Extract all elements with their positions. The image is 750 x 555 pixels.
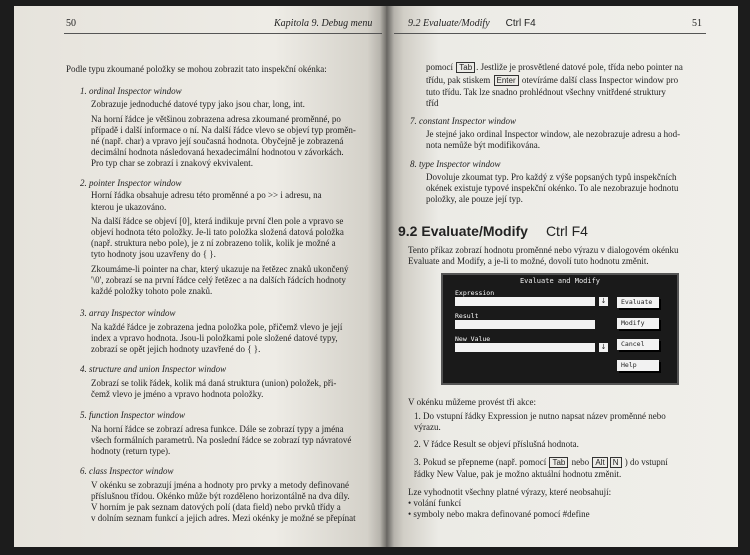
left-line: '\0', zobrazí se na první řádce celý řetězec a na dalších řádcích hodnoty xyxy=(91,275,346,285)
left-line: Zobrazuje jednoduché datové typy jako jsou char, long, int. xyxy=(91,99,305,109)
left-line: příslušnou třídou. Okénko může být rozděleno horizontálně na dva díly. xyxy=(91,491,350,501)
right-line: pomocí Tab . Jestliže je prosvětlené datové pole, třída nebo pointer na xyxy=(426,62,683,72)
left-line: čemž vlevo je jméno a vpravo hodnota položky. xyxy=(91,389,264,399)
alt-key-icon: Alt xyxy=(592,457,607,468)
left-line: Na horní řádce se zobrazí adresa funkce. Dále se zobrazí typy a jména xyxy=(91,424,344,434)
left-line: kterou je ukazováno. xyxy=(91,202,167,212)
left-line: V horním je pak seznam datových polí (data field) nebo prvků třídy a xyxy=(91,502,341,512)
left-line: zobrazí se opět jejich hodnoty uzavřené do { }. xyxy=(91,344,261,354)
left-line: Horní řádka obsahuje adresu této proměnné a po >> i adresu, na xyxy=(91,190,322,200)
left-line: objeví hodnota této položky. Je-li tato položka složená datová položka xyxy=(91,227,344,237)
left-line: Na horní řádce je většinou zobrazena adresa zkoumané proměnné, po xyxy=(91,114,341,124)
left-line: V okénku se zobrazují jména a hodnoty pro prvky a metody definované xyxy=(91,480,350,490)
section-heading: 9.2 Evaluate/Modify Ctrl F4 xyxy=(398,223,588,239)
right-header-rule xyxy=(394,33,706,34)
left-line: všech formálních parametrů. Na poslední řádce se zobrazí typ návratové xyxy=(91,435,352,445)
cancel-button[interactable]: Cancel xyxy=(617,339,659,350)
right-line: Evaluate and Modify, a je-li to možné, dovolí tuto hodnotu změnit. xyxy=(408,256,649,266)
left-line: hodnoty (return type). xyxy=(91,446,171,456)
right-line: V okénku můžeme provést tři akce: xyxy=(408,397,537,407)
right-line: nota nemůže být modifikována. xyxy=(426,140,540,150)
right-line: tuto třídu. Tak lze snadno prohlédnout všechny vnitřdené struktury xyxy=(426,87,666,97)
tab-key-icon: Tab xyxy=(549,457,568,468)
item-title: 4. structure and union Inspector window xyxy=(80,364,227,374)
new-value-input[interactable] xyxy=(455,343,595,352)
right-line: Je stejné jako ordinal Inspector window, ale nezobrazuje adresu a hod- xyxy=(426,129,681,139)
item-title: 8. type Inspector window xyxy=(410,159,501,169)
expression-label: Expression xyxy=(455,289,495,297)
left-line: Zkoumáme-li pointer na char, který ukazuje na řetězec znaků ukončený xyxy=(91,264,349,274)
result-label: Result xyxy=(455,312,479,320)
right-line: tříd xyxy=(426,98,439,108)
book-gutter xyxy=(380,6,394,547)
tab-key-icon: Tab xyxy=(456,62,475,73)
expression-history-arrow-icon[interactable]: ↓ xyxy=(600,297,607,305)
bullet-line: • volání funkcí xyxy=(408,498,462,508)
result-field xyxy=(455,320,595,329)
left-line: Podle typu zkoumané položky se mohou zobrazit tato inspekční okénka: xyxy=(66,64,327,74)
right-line: Lze vyhodnotit všechny platné výrazy, které neobsahují: xyxy=(408,487,612,497)
new-value-label: New Value xyxy=(455,335,491,343)
action-line: 1. Do vstupní řádky Expression je nutno napsat název proměnné nebo xyxy=(414,411,666,421)
action-line: 3. Pokud se přepneme (např. pomocí Tab nebo Alt N ) do vstupní xyxy=(414,457,668,467)
left-line: Zobrazí se tolik řádek, kolik má daná struktura (union) položek, při- xyxy=(91,378,337,388)
right-line: Tento příkaz zobrazí hodnotu proměnné nebo výrazu v dialogovém okénku xyxy=(408,245,679,255)
right-line: Dovoluje zkoumat typ. Pro každý z výše popsaných typů inspekčních xyxy=(426,172,677,182)
left-page xyxy=(14,6,386,547)
left-line: případě i další informace o ní. Na další řádce vlevo se objeví typ proměn- xyxy=(91,125,356,135)
action-line: výrazu. xyxy=(414,422,441,432)
dialog-title: Evaluate and Modify xyxy=(519,277,601,285)
help-button[interactable]: Help xyxy=(617,360,659,371)
left-line: index a vpravo hodnota. Jsou-li položkami pole složené datové typy, xyxy=(91,333,338,343)
left-line: Na každé řádce je zobrazena jedna položka pole, přičemž vlevo je její xyxy=(91,322,343,332)
item-title: 6. class Inspector window xyxy=(80,466,174,476)
modify-button[interactable]: Modify xyxy=(617,318,659,329)
right-line: položky, ale pouze její typ. xyxy=(426,194,523,204)
right-line: okének existuje typové inspekční okénko. To ale nezobrazuje hodnotu xyxy=(426,183,679,193)
item-title: 1. ordinal Inspector window xyxy=(80,86,182,96)
n-key-icon: N xyxy=(610,457,622,468)
left-line: né (např. char) a vpravo její současná hodnota. Obyčejně je zobrazená xyxy=(91,136,344,146)
evaluate-button[interactable]: Evaluate xyxy=(617,297,659,308)
enter-key-icon: Enter xyxy=(494,75,519,86)
left-line: (např. struktura nebo pole), je z ní zobrazeno tolik, kolik je možné a xyxy=(91,238,336,248)
right-page-number: 51 xyxy=(692,18,702,29)
left-running-head: Kapitola 9. Debug menu xyxy=(274,18,373,29)
item-title: 3. array Inspector window xyxy=(80,308,176,318)
right-line: třídu, pak stiskem Enter otevíráme další class Inspector window pro xyxy=(426,75,679,85)
right-running-head: 9.2 Evaluate/Modify Ctrl F4 xyxy=(408,18,536,29)
item-title: 5. function Inspector window xyxy=(80,410,185,420)
expression-input[interactable] xyxy=(455,297,595,306)
left-line: Na další řádce se objeví [0], která indikuje první člen pole a vpravo se xyxy=(91,216,344,226)
right-page xyxy=(386,6,738,547)
left-line: každé položky tohoto pole znaků. xyxy=(91,286,213,296)
evaluate-modify-dialog xyxy=(441,273,679,385)
item-title: 7. constant Inspector window xyxy=(410,116,516,126)
left-line: v dolním seznam funkcí a jejich adres. Mezi okénky je možné se přepínat xyxy=(91,513,356,523)
left-line: Pro typ char se zobrazí i znakový ekvivalent. xyxy=(91,158,253,168)
action-line: 2. V řádce Result se objeví příslušná hodnota. xyxy=(414,439,579,449)
new-value-history-arrow-icon[interactable]: ↓ xyxy=(600,343,607,351)
item-title: 2. pointer Inspector window xyxy=(80,178,182,188)
bullet-line: • symboly nebo makra definované pomocí #define xyxy=(408,509,590,519)
left-header-rule xyxy=(64,33,382,34)
left-page-number: 50 xyxy=(66,18,76,29)
left-line: tyto hodnoty jsou uzavřeny do { }. xyxy=(91,249,216,259)
left-line: decimální hodnota následovaná hexadecimální hodnotou v závorkách. xyxy=(91,147,344,157)
action-line: řádky New Value, pak je možno aktuální hodnotu změnit. xyxy=(414,469,622,479)
book-spread xyxy=(14,6,738,547)
